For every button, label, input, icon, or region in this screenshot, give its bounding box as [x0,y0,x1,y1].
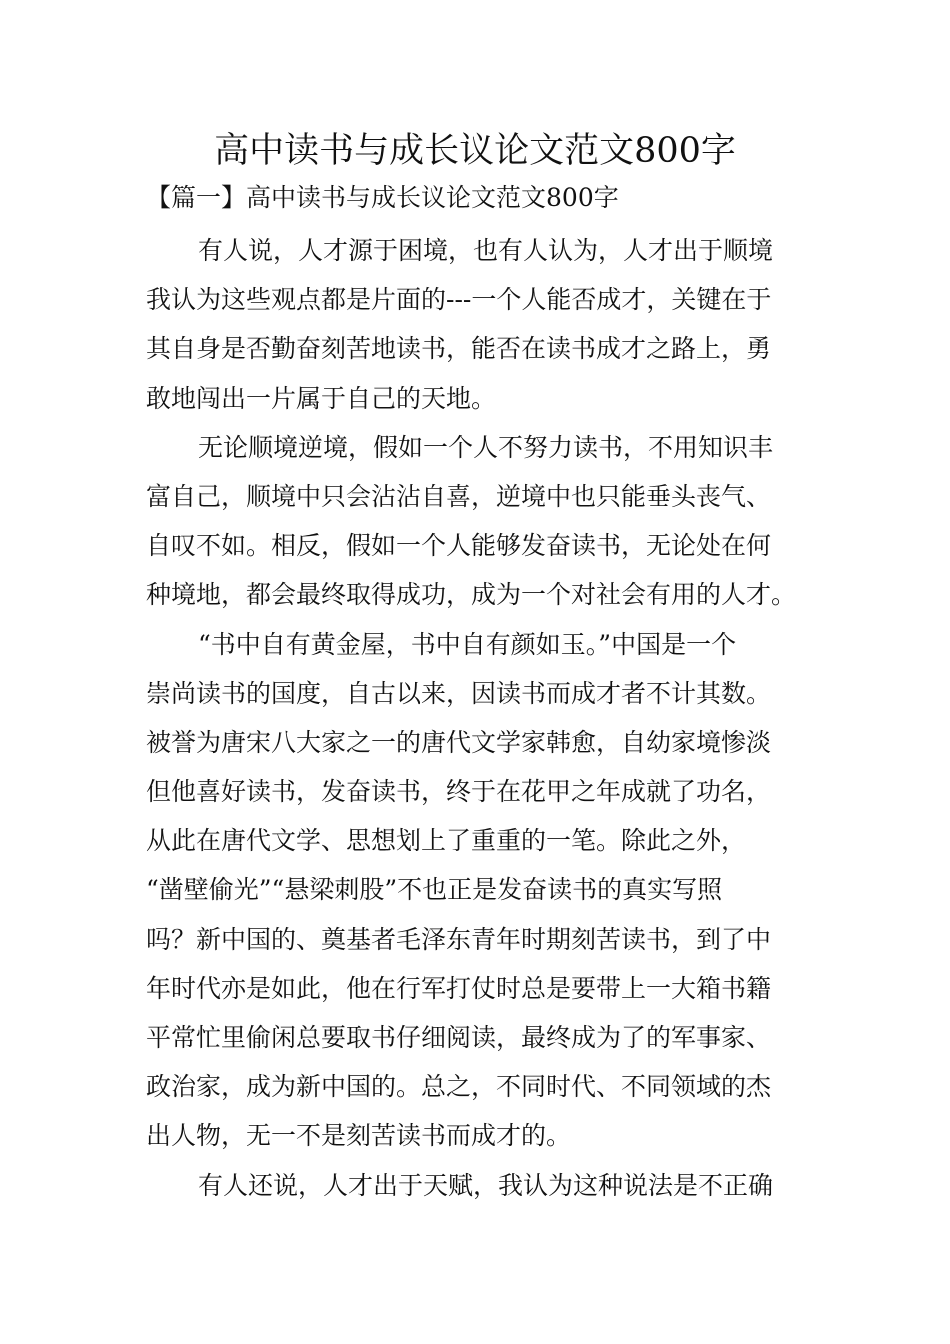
text-line: 种境地，都会最终取得成功，成为一个对社会有用的人才。 [146,580,797,610]
text-line: 吗？新中国的、奠基者毛泽东青年时期刻苦读书，到了中 [146,924,772,954]
page-title: 高中读书与成长议论文范文800字 [214,131,736,171]
text-line: 有人还说，人才出于天赋，我认为这种说法是不正确 [198,1170,774,1200]
text-line: 富自己，顺境中只会沾沾自喜，逆境中也只能垂头丧气、 [146,481,772,511]
text-line: 平常忙里偷闲总要取书仔细阅读，最终成为了的军事家、 [146,1023,772,1052]
text-line: 自叹不如。相反，假如一个人能够发奋读书，无论处在何 [146,531,772,561]
section-heading: 【篇一】高中读书与成长议论文范文800字 [146,183,619,212]
text-line: 从此在唐代文学、思想划上了重重的一笔。除此之外， [146,826,747,856]
text-line: 其自身是否勤奋刻苦地读书，能否在读书成才之路上，勇 [146,334,772,364]
text-line: 出人物，无一不是刻苦读书而成才的。 [146,1121,572,1151]
text-line: 有人说，人才源于困境，也有人认为，人才出于顺境 [198,236,774,265]
text-line: 敢地闯出一片属于自己的天地。 [146,383,497,413]
text-line: 崇尚读书的国度，自古以来，因读书而成才者不计其数。 [146,678,772,708]
text-line: 但他喜好读书，发奋读书，终于在花甲之年成就了功名， [146,777,772,807]
text-line: 政治家，成为新中国的。总之，不同时代、不同领域的杰 [146,1072,772,1102]
text-line: 被誉为唐宋八大家之一的唐代文学家韩愈，自幼家境惨淡 [146,727,772,757]
text-line: 年时代亦是如此，他在行军打仗时总是要带上一大箱书籍 [146,973,772,1003]
text-line: “凿壁偷光”“悬梁刺股”不也正是发奋读书的真实写照 [146,875,723,905]
body-text [146,226,806,1210]
text-line: 我认为这些观点都是片面的---一个人能否成才，关键在于 [146,285,772,315]
text-line: “书中自有黄金屋，书中自有颜如玉。”中国是一个 [198,629,737,659]
text-line: 无论顺境逆境，假如一个人不努力读书，不用知识丰 [198,432,774,462]
